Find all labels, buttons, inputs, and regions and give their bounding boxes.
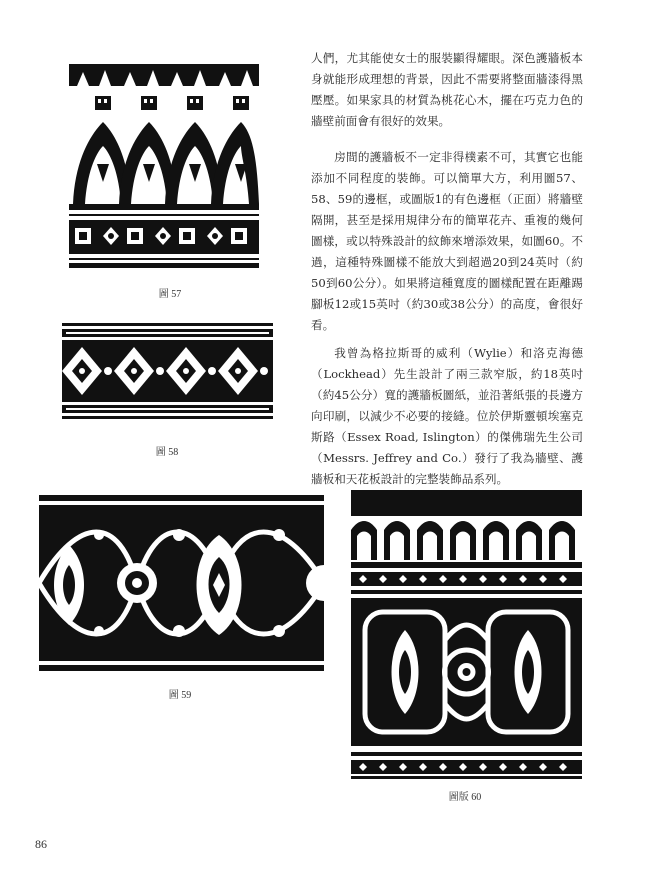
body-paragraph-2: 房間的護牆板不一定非得樸素不可，其實它也能添加不同程度的裝飾。可以簡單大方，利用圖57、58、59的邊框，或圖版1的有色邊框（正面）將牆壁隔開，甚至是採用規律分布的簡單花卉、重複的幾何圖樣，或以特殊設計的紋飾來增添效果，如圖60。不過，這種特殊圖樣不能放大到超過20到24英吋（約50到60公分）。如果將這種寬度的圖樣配置在距離踢腳板12或15英吋（約30或38公分）的高度，會很好看。 [311,150,583,332]
figure-57-illustration [69,64,259,270]
figure-58-illustration [62,323,273,420]
figure-59-illustration [39,495,324,673]
figure-59-caption: 圖 59 [168,690,192,701]
body-paragraph-1: 人們，尤其能使女士的服裝顯得耀眼。深色護牆板本身就能形成理想的背景，因此不需要將整面牆漆得黑壓壓。如果家具的材質為桃花心木，擺在巧克力色的牆壁前面會有很好的效果。 [311,51,583,128]
figure-59-arabesque-border [39,495,324,673]
plate-60-caption: 圖版 60 [448,792,482,803]
page-number: 86 [35,837,47,851]
body-paragraph-3: 我曾為格拉斯哥的威利（Wylie）和洛克海德（Lockhead）先生設計了兩三款窄版，約18英吋（約45公分）寬的護牆板圖紙，並沿著紙張的長邊方向印刷，以減少不必要的接縫。位於伊斯靈頓埃塞克斯路（Essex Road, Islington）的傑佛瑞先生公司（Messrs. Jeffrey and Co.）發行了我為牆壁、護牆板和天花板設計的完整裝飾品系列。 [311,346,583,486]
plate-60-illustration [351,490,582,780]
figure-57-caption: 圖 57 [158,289,182,300]
figure-58-diamond-border [62,323,273,420]
plate-60-moorish-frieze [351,490,582,780]
figure-57-acanthus-border [69,64,259,270]
figure-58-caption: 圖 58 [155,447,179,458]
